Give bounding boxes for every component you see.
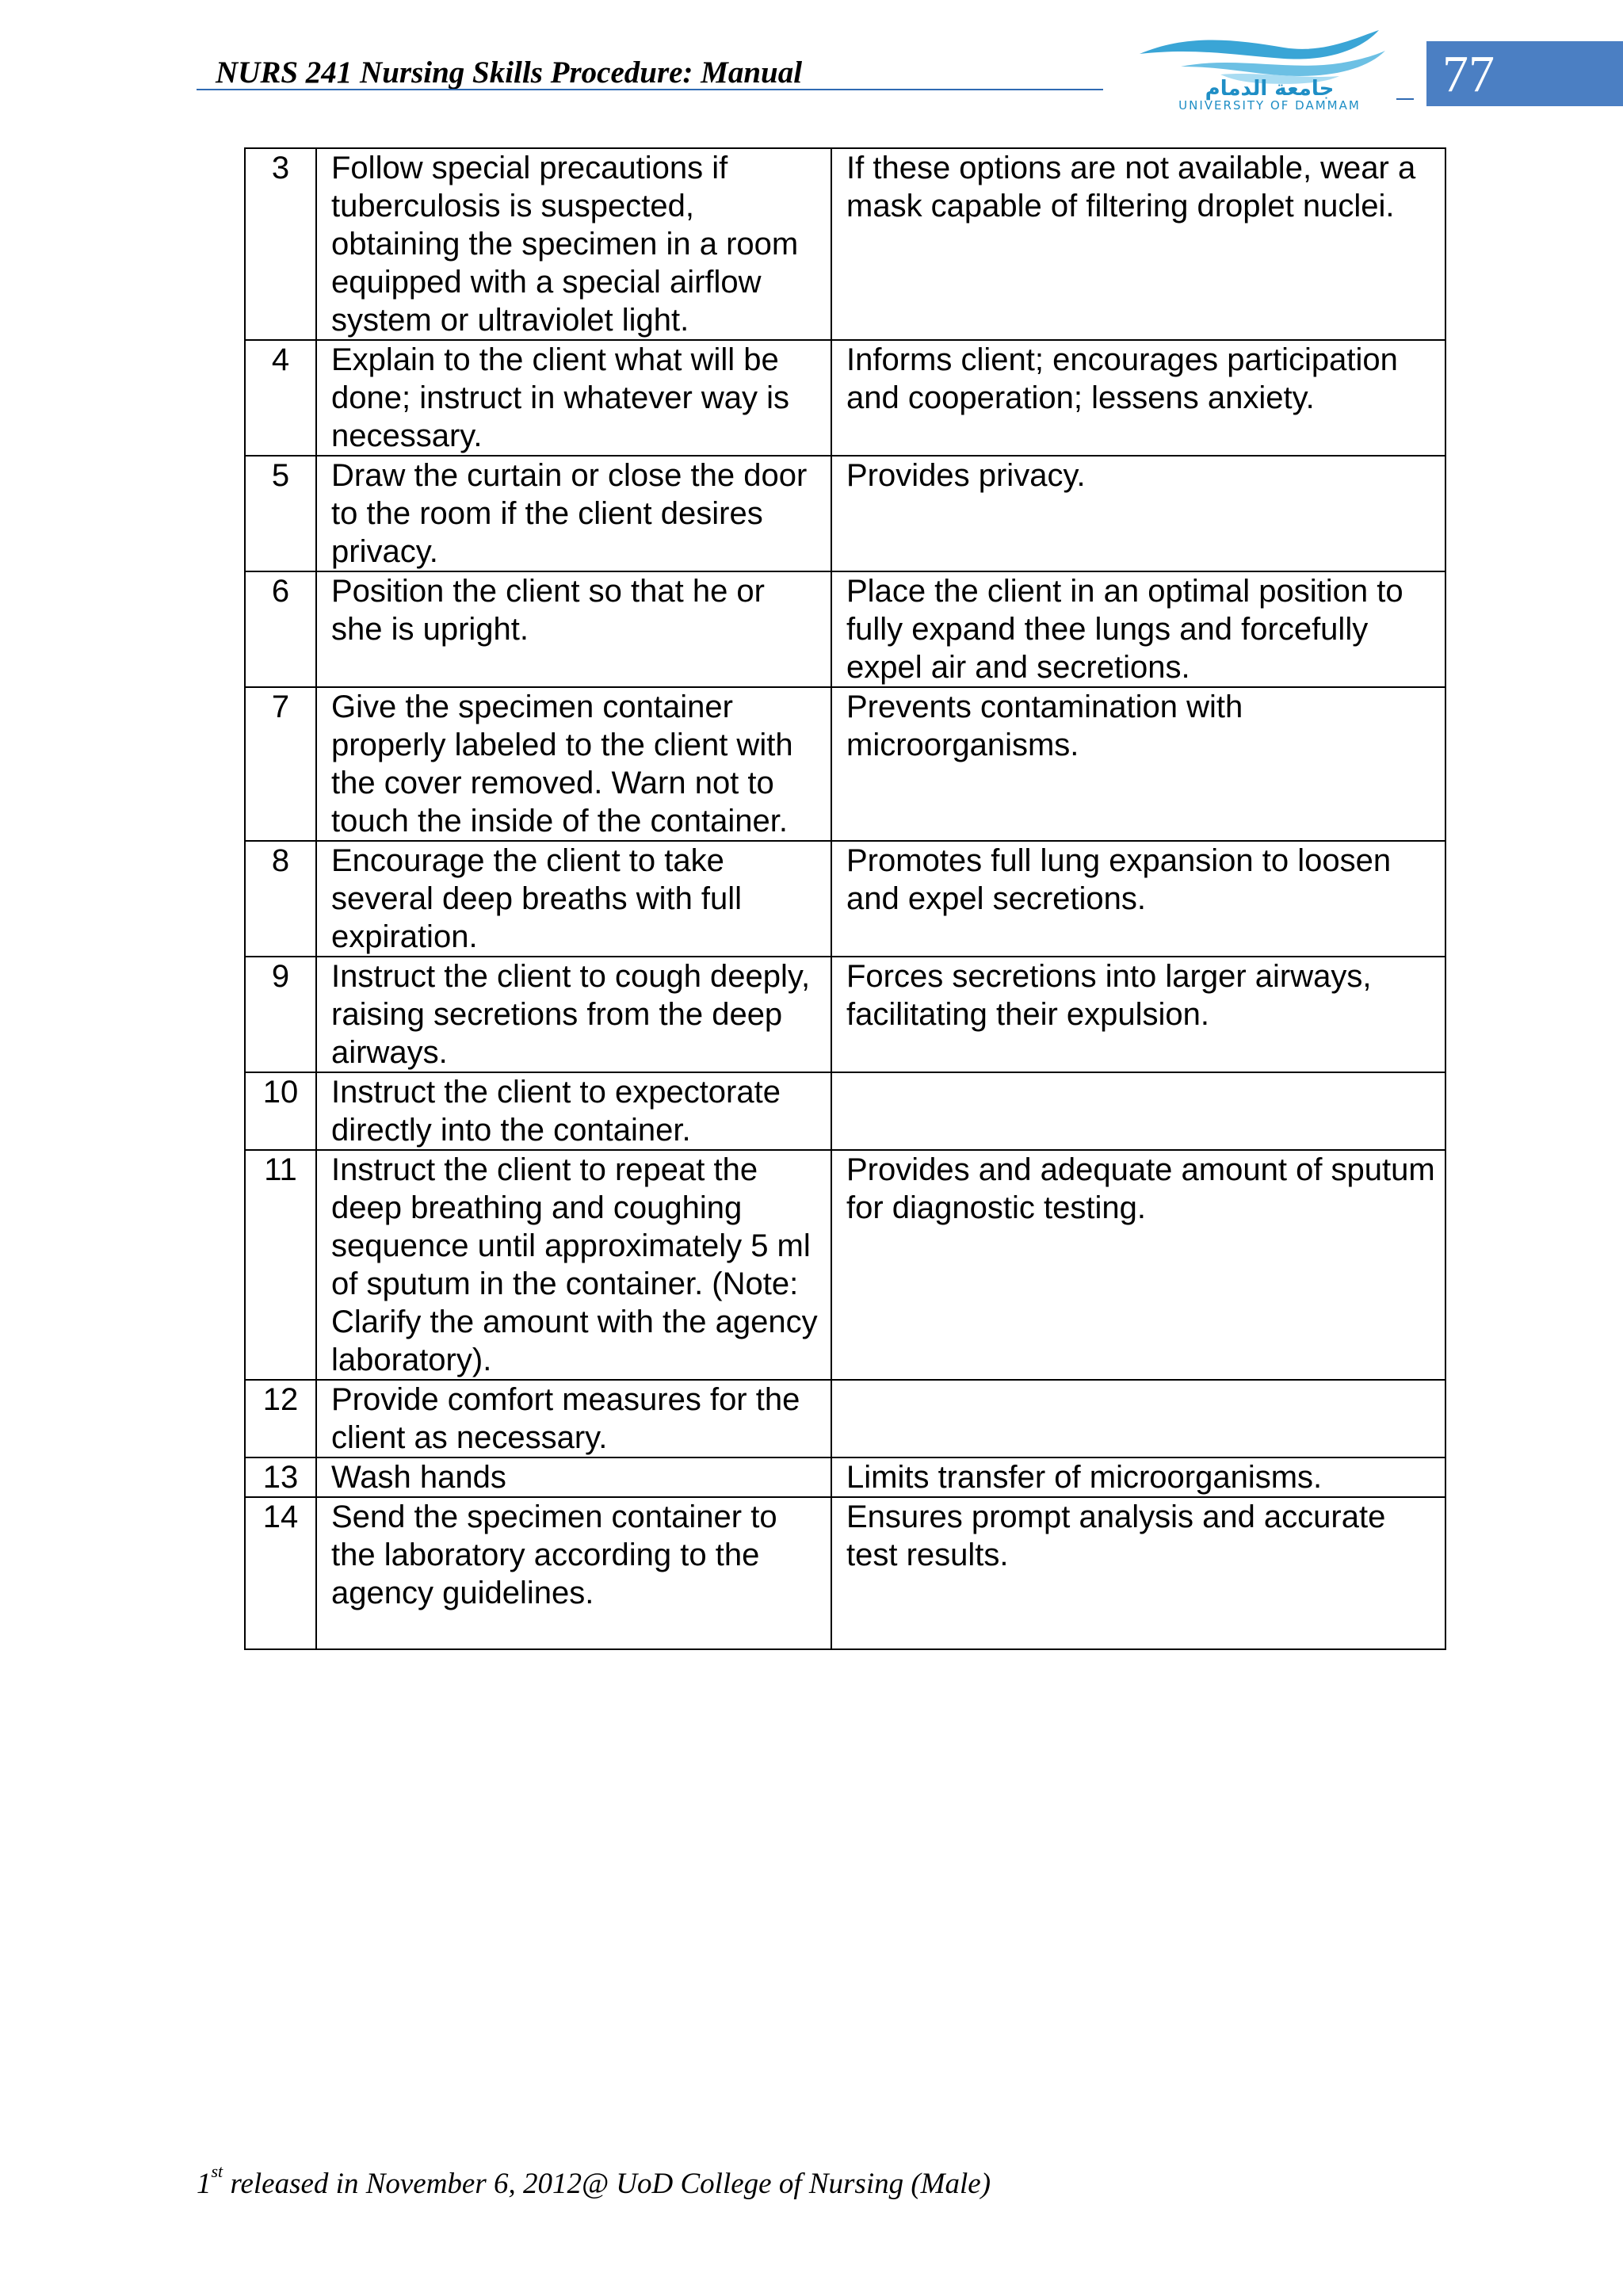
footer-ordinal-suffix: st: [211, 2161, 223, 2181]
step-action: Instruct the client to repeat the deep breathing and coughing sequence until approximately 5 ml of sputum in the container. (Note: Clarify the amount with the agency laboratory).: [316, 1150, 831, 1380]
step-rationale: Provides and adequate amount of sputum for diagnostic testing.: [831, 1150, 1445, 1380]
step-action: Draw the curtain or close the door to the room if the client desires privacy.: [316, 456, 831, 571]
step-rationale: If these options are not available, wear a mask capable of filtering droplet nuclei.: [831, 148, 1445, 340]
table-row: [245, 841, 1445, 957]
step-rationale: Limits transfer of microorganisms.: [831, 1457, 1445, 1497]
table-row: [245, 957, 1445, 1072]
step-rationale: [831, 1380, 1445, 1457]
step-rationale: [831, 1072, 1445, 1150]
step-action: Provide comfort measures for the client as necessary.: [316, 1380, 831, 1457]
table-row: [245, 687, 1445, 841]
logo-wave-top: [1140, 30, 1379, 59]
table-row: [245, 456, 1445, 571]
table-row: [245, 340, 1445, 456]
table-row: [245, 148, 1445, 340]
step-number: 14: [245, 1497, 316, 1649]
logo-divider: [1396, 98, 1414, 100]
step-action: Explain to the client what will be done; instruct in whatever way is necessary.: [316, 340, 831, 456]
step-action: Follow special precautions if tuberculosis is suspected, obtaining the specimen in a room equipped with a special airflow system or ultraviolet light.: [316, 148, 831, 340]
page-number-box: [1426, 41, 1623, 106]
step-rationale: Forces secretions into larger airways, facilitating their expulsion.: [831, 957, 1445, 1072]
table-row: [245, 1457, 1445, 1497]
university-logo: [1133, 27, 1395, 113]
footer-ordinal-number: 1: [197, 2168, 212, 2200]
table-row: [245, 1150, 1445, 1380]
step-number: 7: [245, 687, 316, 841]
step-rationale: Prevents contamination with microorganisms.: [831, 687, 1445, 841]
step-rationale: Ensures prompt analysis and accurate test results.: [831, 1497, 1445, 1649]
step-number: 10: [245, 1072, 316, 1150]
step-number: 5: [245, 456, 316, 571]
step-rationale: Place the client in an optimal position to fully expand thee lungs and forcefully expel air and secretions.: [831, 571, 1445, 687]
page-number: 77: [1442, 45, 1495, 103]
procedure-table: [244, 147, 1446, 1650]
step-number: 6: [245, 571, 316, 687]
step-number: 9: [245, 957, 316, 1072]
step-number: 13: [245, 1457, 316, 1497]
step-number: 11: [245, 1150, 316, 1380]
table-row: [245, 1072, 1445, 1150]
footer-text: released in November 6, 2012@ UoD College of Nursing (Male): [223, 2168, 991, 2200]
logo-english-text: UNIVERSITY OF DAMMAM: [1178, 98, 1361, 113]
header-title: NURS 241 Nursing Skills Procedure: Manual: [216, 55, 803, 90]
step-action: Give the specimen container properly labeled to the client with the cover removed. Warn not to touch the inside of the container.: [316, 687, 831, 841]
step-action: Wash hands: [316, 1457, 831, 1497]
step-number: 4: [245, 340, 316, 456]
step-action: Position the client so that he or she is upright.: [316, 571, 831, 687]
table-row: [245, 571, 1445, 687]
table-row: [245, 1380, 1445, 1457]
step-number: 8: [245, 841, 316, 957]
step-rationale: Promotes full lung expansion to loosen and expel secretions.: [831, 841, 1445, 957]
step-number: 12: [245, 1380, 316, 1457]
table-row: [245, 1497, 1445, 1649]
step-action: Send the specimen container to the laboratory according to the agency guidelines.: [316, 1497, 831, 1649]
step-action: Instruct the client to expectorate directly into the container.: [316, 1072, 831, 1150]
logo-arabic-text: جامعة الدمام: [1205, 77, 1335, 101]
footer-release-note: [197, 2162, 991, 2206]
step-number: 3: [245, 148, 316, 340]
step-action: Encourage the client to take several deep breaths with full expiration.: [316, 841, 831, 957]
step-action: Instruct the client to cough deeply, raising secretions from the deep airways.: [316, 957, 831, 1072]
step-rationale: Provides privacy.: [831, 456, 1445, 571]
header-divider: [197, 89, 1103, 90]
step-rationale: Informs client; encourages participation and cooperation; lessens anxiety.: [831, 340, 1445, 456]
